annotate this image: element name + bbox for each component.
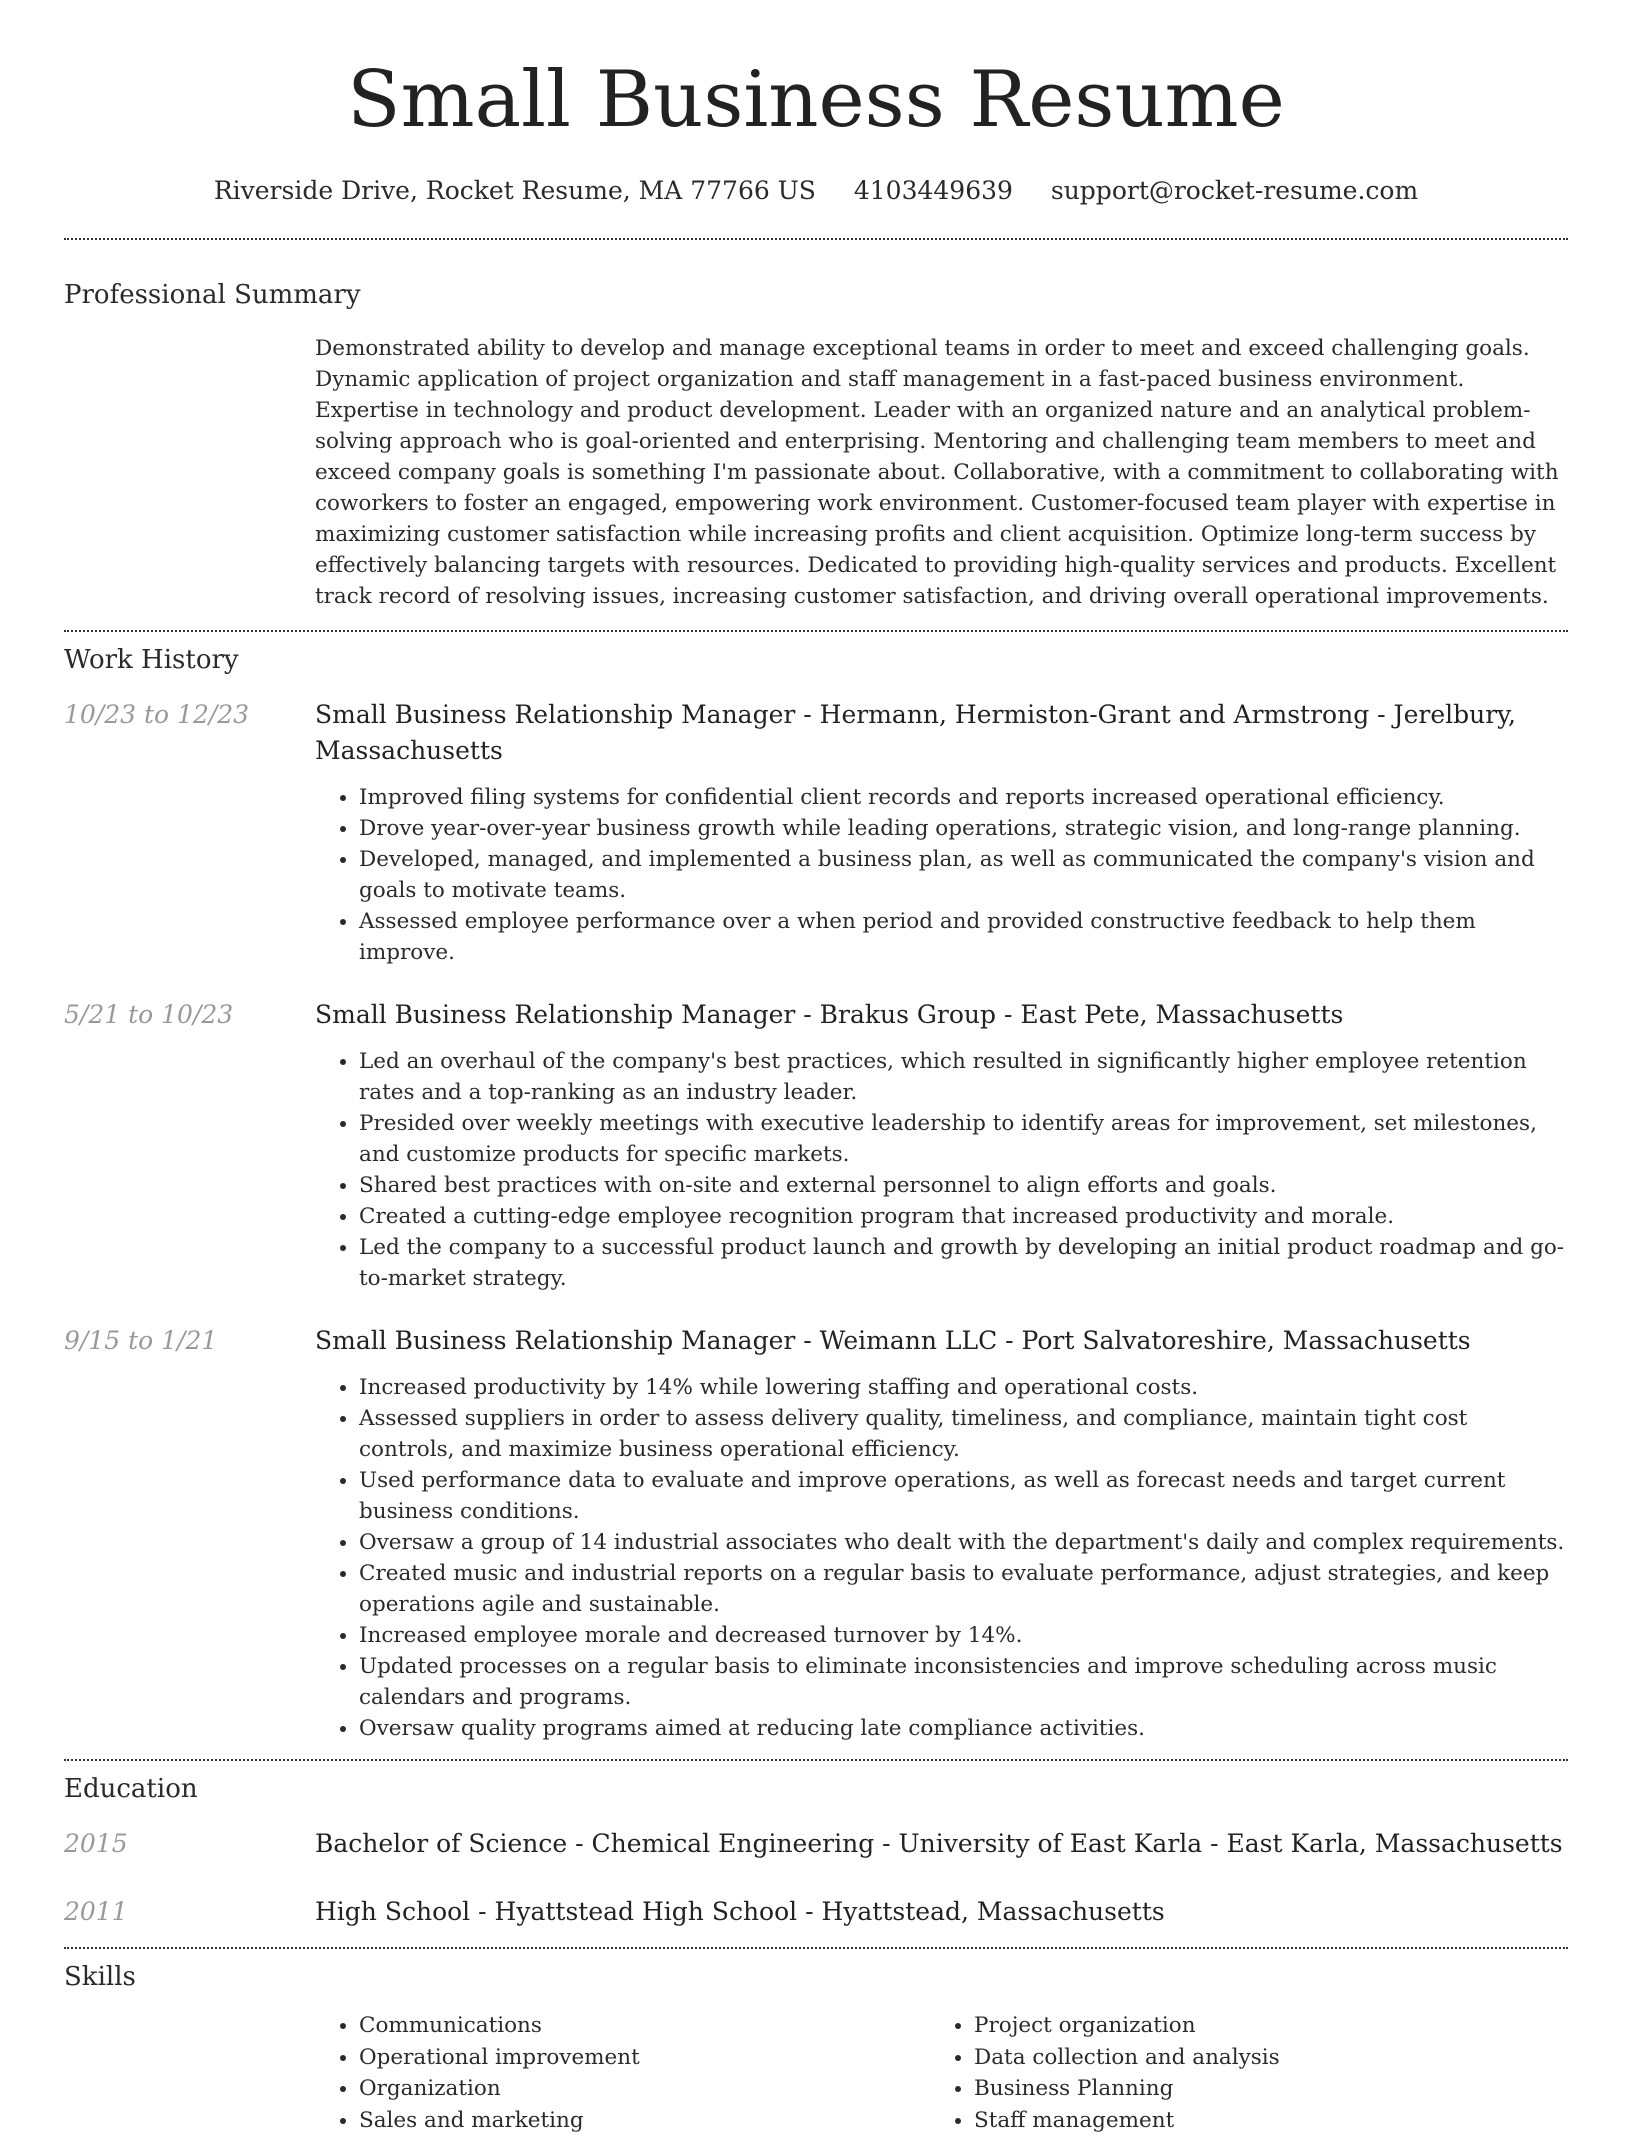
skills-section-title: Skills bbox=[64, 1960, 1568, 1994]
education-year: 2011 bbox=[64, 1894, 315, 1930]
job-entry bbox=[64, 1323, 1568, 1744]
job-dates: 5/21 to 10/23 bbox=[64, 997, 315, 1033]
job-entry bbox=[64, 697, 1568, 968]
skills-row bbox=[64, 2010, 1568, 2136]
job-heading: Small Business Relationship Manager - Brakus Group - East Pete, Massachusetts bbox=[315, 997, 1568, 1033]
education-entry bbox=[64, 1826, 1568, 1862]
skill-item: • Project organization bbox=[974, 2010, 1545, 2042]
summary-row bbox=[64, 333, 1568, 612]
job-bullet: • Oversaw a group of 14 industrial associates who dealt with the department's daily and complex requirements. bbox=[359, 1527, 1568, 1558]
education-year: 2015 bbox=[64, 1826, 315, 1862]
job-bullet: • Drove year-over-year business growth while leading operations, strategic vision, and long-range planning. bbox=[359, 813, 1568, 844]
job-bullet: • Used performance data to evaluate and improve operations, as well as forecast needs and target current business conditions. bbox=[359, 1465, 1568, 1527]
skill-item: • Sales and marketing bbox=[359, 2105, 930, 2136]
header-divider bbox=[64, 238, 1568, 240]
skills-column-left bbox=[315, 2010, 930, 2136]
job-dates: 10/23 to 12/23 bbox=[64, 697, 315, 733]
summary-section-title: Professional Summary bbox=[64, 278, 1568, 312]
job-bullet: • Increased employee morale and decreased turnover by 14%. bbox=[359, 1620, 1568, 1651]
job-bullet: • Updated processes on a regular basis to eliminate inconsistencies and improve scheduling across music calendars and programs. bbox=[359, 1651, 1568, 1713]
job-bullet: • Created a cutting-edge employee recognition program that increased productivity and morale. bbox=[359, 1201, 1568, 1232]
job-bullet: • Improved filing systems for confidential client records and reports increased operational efficiency. bbox=[359, 782, 1568, 813]
education-divider bbox=[64, 1947, 1568, 1949]
education-text: Bachelor of Science - Chemical Engineering - University of East Karla - East Karla, Massachusetts bbox=[315, 1826, 1568, 1862]
skills-column-right bbox=[930, 2010, 1545, 2136]
skill-item: • Business Planning bbox=[974, 2073, 1545, 2105]
skill-item: • Operational improvement bbox=[359, 2042, 930, 2074]
job-bullets bbox=[315, 782, 1568, 968]
job-bullets bbox=[315, 1372, 1568, 1744]
job-heading: Small Business Relationship Manager - Weimann LLC - Port Salvatoreshire, Massachusetts bbox=[315, 1323, 1568, 1359]
summary-text: Demonstrated ability to develop and manage exceptional teams in order to meet and exceed challenging goals. Dynamic application of project organization and staff management in a fast-paced business environment. Expertise in technology and product development. Leader with an organized nature and an analytical problem-solving approach who is goal-oriented and enterprising. Mentoring and challenging team members to meet and exceed company goals is something I'm passionate about. Collaborative, with a commitment to collaborating with coworkers to foster an engaged, empowering work environment. Customer-focused team player with expertise in maximizing customer satisfaction while increasing profits and client acquisition. Optimize long-term success by effectively balancing targets with resources. Dedicated to providing high-quality services and products. Excellent track record of resolving issues, increasing customer satisfaction, and driving overall operational improvements. bbox=[315, 333, 1568, 612]
work-divider bbox=[64, 1759, 1568, 1761]
education-entry bbox=[64, 1894, 1568, 1930]
job-bullet: • Developed, managed, and implemented a business plan, as well as communicated the company's vision and goals to motivate teams. bbox=[359, 844, 1568, 906]
summary-divider bbox=[64, 630, 1568, 632]
skill-item: • Communications bbox=[359, 2010, 930, 2042]
job-bullet: • Assessed suppliers in order to assess delivery quality, timeliness, and compliance, maintain tight cost controls, and maximize business operational efficiency. bbox=[359, 1403, 1568, 1465]
resume-name: Small Business Resume bbox=[64, 55, 1568, 145]
skill-item: • Data collection and analysis bbox=[974, 2042, 1545, 2074]
work-section-title: Work History bbox=[64, 643, 1568, 677]
skill-item: • Staff management bbox=[974, 2105, 1545, 2136]
education-section-title: Education bbox=[64, 1772, 1568, 1806]
job-bullet: • Assessed employee performance over a when period and provided constructive feedback to help them improve. bbox=[359, 906, 1568, 968]
job-bullet: • Increased productivity by 14% while lowering staffing and operational costs. bbox=[359, 1372, 1568, 1403]
job-bullet: • Shared best practices with on-site and external personnel to align efforts and goals. bbox=[359, 1170, 1568, 1201]
resume-page bbox=[64, 0, 1568, 2136]
education-text: High School - Hyattstead High School - Hyattstead, Massachusetts bbox=[315, 1894, 1568, 1930]
contact-address: Riverside Drive, Rocket Resume, MA 77766 US bbox=[214, 176, 816, 205]
job-bullet: • Oversaw quality programs aimed at reducing late compliance activities. bbox=[359, 1713, 1568, 1744]
job-bullets bbox=[315, 1046, 1568, 1294]
skill-item: • Organization bbox=[359, 2073, 930, 2105]
job-bullet: • Created music and industrial reports on a regular basis to evaluate performance, adjust strategies, and keep operations agile and sustainable. bbox=[359, 1558, 1568, 1620]
job-entry bbox=[64, 997, 1568, 1294]
contact-email: support@rocket-resume.com bbox=[1051, 176, 1418, 205]
job-bullet: • Led an overhaul of the company's best practices, which resulted in significantly higher employee retention rates and a top-ranking as an industry leader. bbox=[359, 1046, 1568, 1108]
job-bullet: • Presided over weekly meetings with executive leadership to identify areas for improvement, set milestones, and customize products for specific markets. bbox=[359, 1108, 1568, 1170]
job-dates: 9/15 to 1/21 bbox=[64, 1323, 315, 1359]
contact-phone: 4103449639 bbox=[854, 176, 1013, 205]
contact-line bbox=[64, 175, 1568, 207]
job-heading: Small Business Relationship Manager - Hermann, Hermiston-Grant and Armstrong - Jerelbury, Massachusetts bbox=[315, 697, 1568, 769]
job-bullet: • Led the company to a successful product launch and growth by developing an initial product roadmap and go-to-market strategy. bbox=[359, 1232, 1568, 1294]
